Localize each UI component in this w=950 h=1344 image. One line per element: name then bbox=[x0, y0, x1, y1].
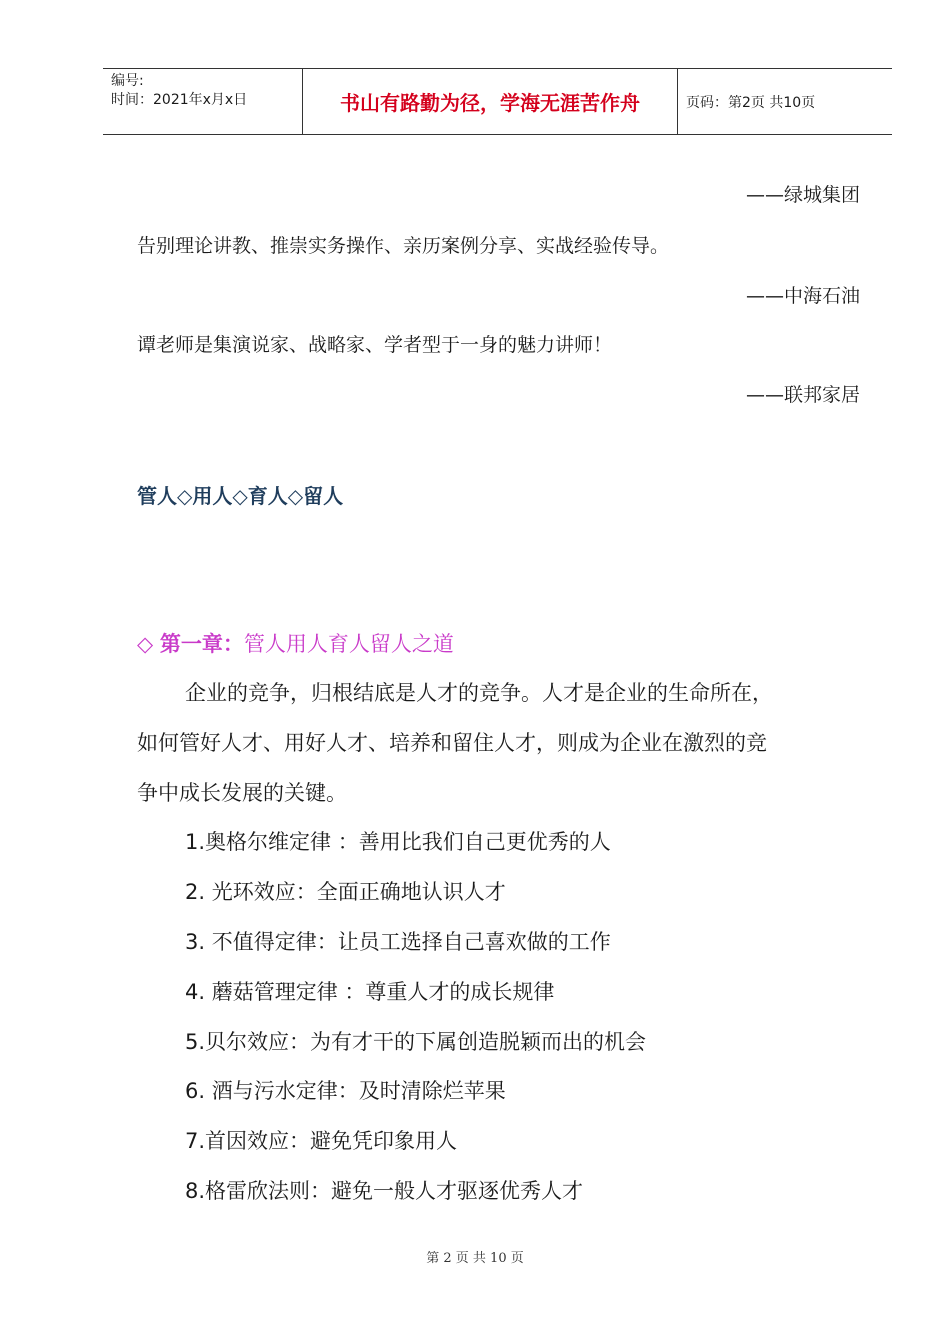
list-item-text: 蘑菇管理定律 ：尊重人才的成长规律 bbox=[211, 980, 555, 1004]
chapter-name: 管人用人育人留人之道 bbox=[243, 632, 454, 656]
list-item-text: 奥格尔维定律 ：善用比我们自己更优秀的人 bbox=[205, 830, 611, 854]
paragraph-line-1: 企业的竞争，归根结底是人才的竞争。人才是企业的生命所在， bbox=[185, 681, 773, 705]
quote-attribution-1: ——绿城集团 bbox=[745, 184, 860, 206]
list-item bbox=[185, 926, 908, 956]
chapter-marker: ◇ bbox=[137, 632, 160, 656]
list-item-number: 3. bbox=[185, 930, 212, 954]
list-item-text: 不值得定律：让员工选择自己喜欢做的工作 bbox=[211, 930, 611, 954]
quote-text-3: 谭老师是集演说家、战略家、学者型于一身的魅力讲师！ bbox=[137, 334, 613, 356]
list-item-text: 贝尔效应：为有才干的下属创造脱颖而出的机会 bbox=[205, 1030, 647, 1054]
list-item-text: 首因效应：避免凭印象用人 bbox=[205, 1129, 458, 1153]
list-item-number: 2. bbox=[185, 880, 212, 904]
list-item bbox=[185, 876, 908, 906]
header-page-label: 页码：第2页 共10页 bbox=[686, 94, 816, 111]
quote-attribution-2: ——中海石油 bbox=[745, 285, 860, 307]
section-heading: 管人◇用人◇育人◇留人 bbox=[137, 484, 344, 508]
list-item-number: 5. bbox=[185, 1030, 206, 1054]
list-item-text: 光环效应：全面正确地认识人才 bbox=[211, 880, 506, 904]
header-number-label: 编号: bbox=[111, 73, 144, 89]
chapter-title bbox=[137, 628, 860, 658]
list-item-number: 6. bbox=[185, 1079, 212, 1103]
list-item bbox=[185, 1075, 908, 1105]
list-item bbox=[185, 976, 908, 1006]
chapter-number: 第一章： bbox=[159, 632, 244, 656]
list-item bbox=[185, 826, 908, 856]
list-item-text: 格雷欣法则：避免一般人才驱逐优秀人才 bbox=[205, 1179, 584, 1203]
list-item-number: 1. bbox=[185, 830, 206, 854]
list-item bbox=[185, 1026, 908, 1056]
list-item-text: 酒与污水定律：及时清除烂苹果 bbox=[211, 1079, 506, 1103]
list-item bbox=[185, 1175, 908, 1205]
header-motto-cell bbox=[303, 69, 678, 134]
list-item-number: 7. bbox=[185, 1129, 206, 1153]
page-header bbox=[103, 68, 892, 135]
quote-attribution-3: ——联邦家居 bbox=[745, 384, 860, 406]
paragraph-line-2: 如何管好人才、用好人才、培养和留住人才，则成为企业在激烈的竞 bbox=[137, 731, 767, 755]
header-meta bbox=[103, 69, 303, 134]
list-item bbox=[185, 1125, 908, 1155]
paragraph-line-3: 争中成长发展的关键。 bbox=[137, 781, 347, 805]
quote-text-2: 告别理论讲教、推崇实务操作、亲历案例分享、实战经验传导。 bbox=[137, 235, 670, 257]
page-footer: 第 2 页 共 10 页 bbox=[426, 1251, 524, 1266]
list-item-number: 4. bbox=[185, 980, 212, 1004]
header-motto: 书山有路勤为径，学海无涯苦作舟 bbox=[340, 91, 640, 115]
header-time-label: 时间：2021年x月x日 bbox=[111, 92, 248, 108]
list-item-number: 8. bbox=[185, 1179, 206, 1203]
